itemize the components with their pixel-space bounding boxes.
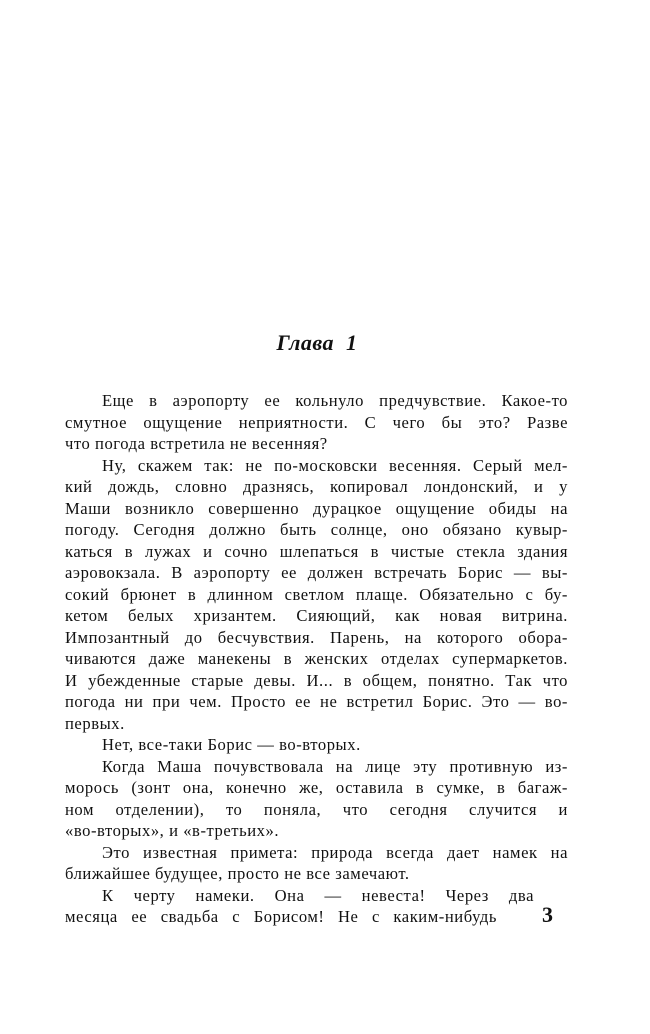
page-number: 3 <box>542 902 553 927</box>
text-line: Это известная примета: природа всегда дает намек на <box>102 842 568 862</box>
text-line: смутное ощущение неприятности. С чего бы это? Разве <box>65 412 568 432</box>
text-line: И убежденные старые девы. И... в общем, понятно. Так что <box>65 670 568 690</box>
text-line: месяца ее свадьба с Борисом! Не с каким-нибудь <box>65 907 497 926</box>
chapter-body-text <box>65 390 568 928</box>
text-line: ном отделении), то поняла, что сегодня случится и <box>65 799 568 819</box>
text-line: что погода встретила не весенняя? <box>65 434 328 453</box>
text-line: Когда Маша почувствовала на лице эту противную из- <box>102 756 568 776</box>
text-line: Ну, скажем так: не по-московски весенняя. Серый мел- <box>102 455 568 475</box>
text-line: К черту намеки. Она — невеста! Через два <box>102 885 534 905</box>
text-line: Еще в аэропорту ее кольнуло предчувствие. Какое-то <box>102 391 568 410</box>
text-line: морось (зонт она, конечно же, оставила в сумке, в багаж- <box>65 778 568 797</box>
text-line: погода ни при чем. Просто ее не встретил Борис. Это — во- <box>65 692 568 711</box>
text-line: ближайшее будущее, просто не все замечают. <box>65 864 410 883</box>
text-line: кетом белых хризантем. Сияющий, как новая витрина. <box>65 606 568 625</box>
text-line: чиваются даже манекены в женских отделах супермаркетов. <box>65 649 568 668</box>
text-line: Нет, все-таки Борис — во-вторых. <box>102 735 361 754</box>
text-line: каться в лужах и сочно шлепаться в чистые стекла здания <box>65 541 568 561</box>
text-line: погоду. Сегодня должно быть солнце, оно обязано кувыр- <box>65 520 568 539</box>
chapter-title: Глава 1 <box>276 330 358 355</box>
text-line: аэровокзала. В аэропорту ее должен встречать Борис — вы- <box>65 563 568 582</box>
text-line: «во-вторых», и «в-третьих». <box>65 821 280 840</box>
text-line: кий дождь, словно дразнясь, копировал лондонский, и у <box>65 477 568 496</box>
text-line: сокий брюнет в длинном светлом плаще. Обязательно с бу- <box>65 584 568 604</box>
text-line: Импозантный до бесчувствия. Парень, на которого обора- <box>65 627 568 647</box>
text-line: Маши возникло совершенно дурацкое ощущение обиды на <box>65 498 568 518</box>
text-line: первых. <box>65 713 125 733</box>
